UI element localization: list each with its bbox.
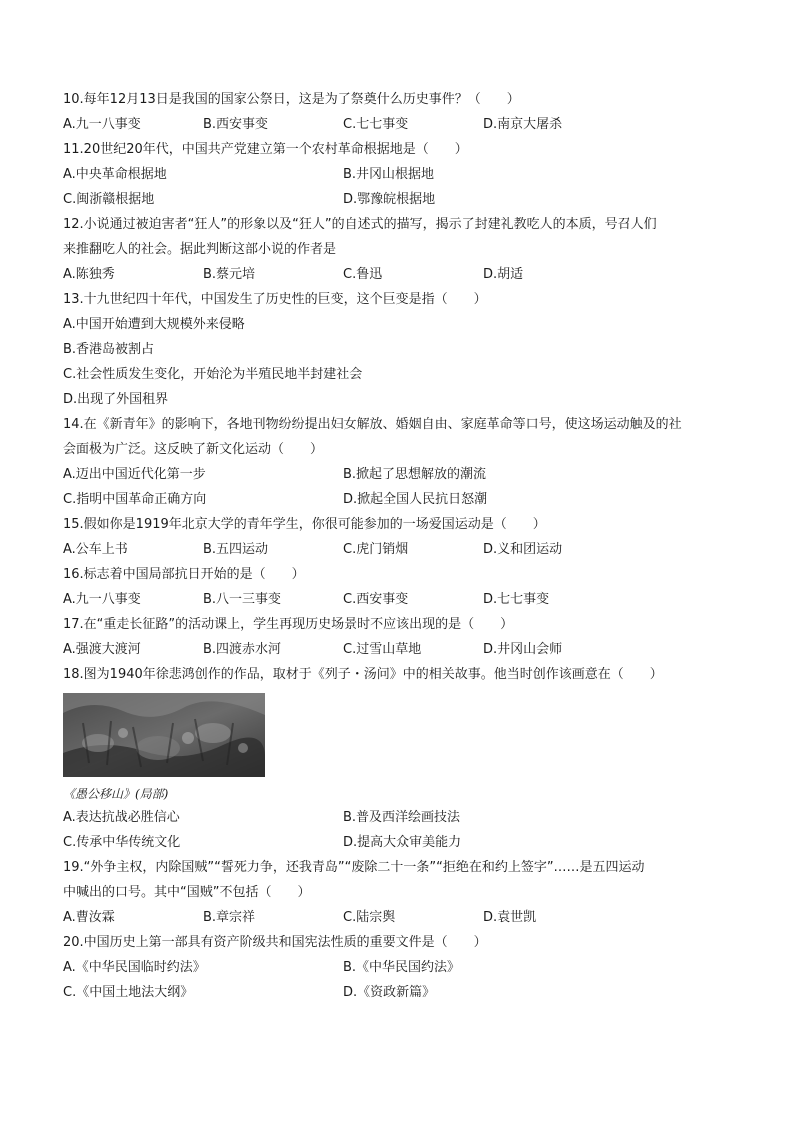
option-b: B.四渡赤水河 [203,642,282,657]
question-17-stem: 17.在“重走长征路”的活动课上，学生再现历史场景时不应该出现的是（ ） [63,617,514,632]
option-d: D.提高大众审美能力 [343,835,462,850]
question-list [63,87,738,1005]
option-a: A.中国开始遭到大规模外来侵略 [63,317,245,332]
question-19-options [63,905,738,930]
option-a: A.公车上书 [63,542,128,557]
question-16-stem: 16.标志着中国局部抗日开始的是（ ） [63,567,305,582]
question-17-options [63,637,738,662]
question-18-options-row2 [63,830,738,855]
option-d: D.袁世凯 [483,910,537,925]
option-d: D.井冈山会师 [483,642,563,657]
option-b: B.五四运动 [203,542,269,557]
option-d: D.掀起全国人民抗日怒潮 [343,492,488,507]
option-b: B.蔡元培 [203,267,256,282]
option-b: B.西安事变 [203,117,269,132]
option-b: B.《中华民国约法》 [343,960,461,975]
option-c: C.社会性质发生变化，开始沦为半殖民地半封建社会 [63,367,363,382]
option-b: B.香港岛被割占 [63,342,155,357]
question-12-stem-line2: 来推翻吃人的社会。据此判断这部小说的作者是 [63,242,337,257]
option-c: C.陆宗舆 [343,910,396,925]
option-a: A.表达抗战必胜信心 [63,810,180,825]
question-10-options [63,112,738,137]
question-13-stem: 13.十九世纪四十年代，中国发生了历史性的巨变，这个巨变是指（ ） [63,292,487,307]
question-20-options-row1 [63,955,738,980]
option-d: D.胡适 [483,267,524,282]
option-a: A.曹汝霖 [63,910,115,925]
question-19-stem-line1: 19.“外争主权，内除国贼”“誓死力争，还我青岛”“废除二十一条”“拒绝在和约上签字”……是五四运动 [63,860,645,875]
question-12-options [63,262,738,287]
painting-figure [63,693,738,779]
option-c: C.《中国土地法大纲》 [63,985,194,1000]
question-16-options [63,587,738,612]
option-a: A.强渡大渡河 [63,642,141,657]
option-d: D.《资政新篇》 [343,985,436,1000]
option-a: A.《中华民国临时约法》 [63,960,206,975]
question-15-options [63,537,738,562]
option-b: B.井冈山根据地 [343,167,435,182]
option-c: C.鲁迅 [343,267,383,282]
question-20-stem: 20.中国历史上第一部具有资产阶级共和国宪法性质的重要文件是（ ） [63,935,487,950]
option-c: C.虎门销烟 [343,542,409,557]
question-14-options-row2 [63,487,738,512]
option-d: D.鄂豫皖根据地 [343,192,436,207]
question-11-stem: 11.20世纪20年代，中国共产党建立第一个农村革命根据地是（ ） [63,142,468,157]
question-10-stem: 10.每年12月13日是我国的国家公祭日，这是为了祭奠什么历史事件？（ ） [63,92,520,107]
question-18-options-row1 [63,805,738,830]
option-c: C.西安事变 [343,592,409,607]
question-20-options-row2 [63,980,738,1005]
option-a: A.中央革命根据地 [63,167,167,182]
option-d: D.七七事变 [483,592,550,607]
option-b: B.章宗祥 [203,910,256,925]
question-11-options-row2 [63,187,738,212]
option-a: A.迈出中国近代化第一步 [63,467,206,482]
option-c: C.闽浙赣根据地 [63,192,155,207]
option-b: B.普及西洋绘画技法 [343,810,461,825]
question-18-stem: 18.图为1940年徐悲鸿创作的作品，取材于《列子・汤问》中的相关故事。他当时创作该画意在（ ） [63,667,663,682]
question-19-stem-line2: 中喊出的口号。其中“国贼”不包括（ ） [63,885,311,900]
option-c: C.七七事变 [343,117,409,132]
question-14-stem-line2: 会面极为广泛。这反映了新文化运动（ ） [63,442,324,457]
option-b: B.掀起了思想解放的潮流 [343,467,487,482]
option-c: C.过雪山草地 [343,642,422,657]
option-c: C.指明中国革命正确方向 [63,492,207,507]
option-a: A.九一八事变 [63,592,141,607]
option-d: D.南京大屠杀 [483,117,563,132]
option-d: D.义和团运动 [483,542,563,557]
yugong-painting-image [63,693,265,777]
question-14-stem-line1: 14.在《新青年》的影响下，各地刊物纷纷提出妇女解放、婚姻自由、家庭革命等口号，使这场运动触及的社 [63,417,682,432]
option-c: C.传承中华传统文化 [63,835,181,850]
question-14-options-row1 [63,462,738,487]
question-12-stem-line1: 12.小说通过被迫害者“狂人”的形象以及“狂人”的自述式的描写，揭示了封建礼教吃人的本质，号召人们 [63,217,657,232]
question-11-options-row1 [63,162,738,187]
option-d: D.出现了外国租界 [63,392,169,407]
option-b: B.八一三事变 [203,592,282,607]
question-15-stem: 15.假如你是1919年北京大学的青年学生，你很可能参加的一场爱国运动是（ ） [63,517,546,532]
option-a: A.陈独秀 [63,267,115,282]
option-a: A.九一八事变 [63,117,141,132]
painting-caption: 《愚公移山》(局部) [63,787,169,801]
